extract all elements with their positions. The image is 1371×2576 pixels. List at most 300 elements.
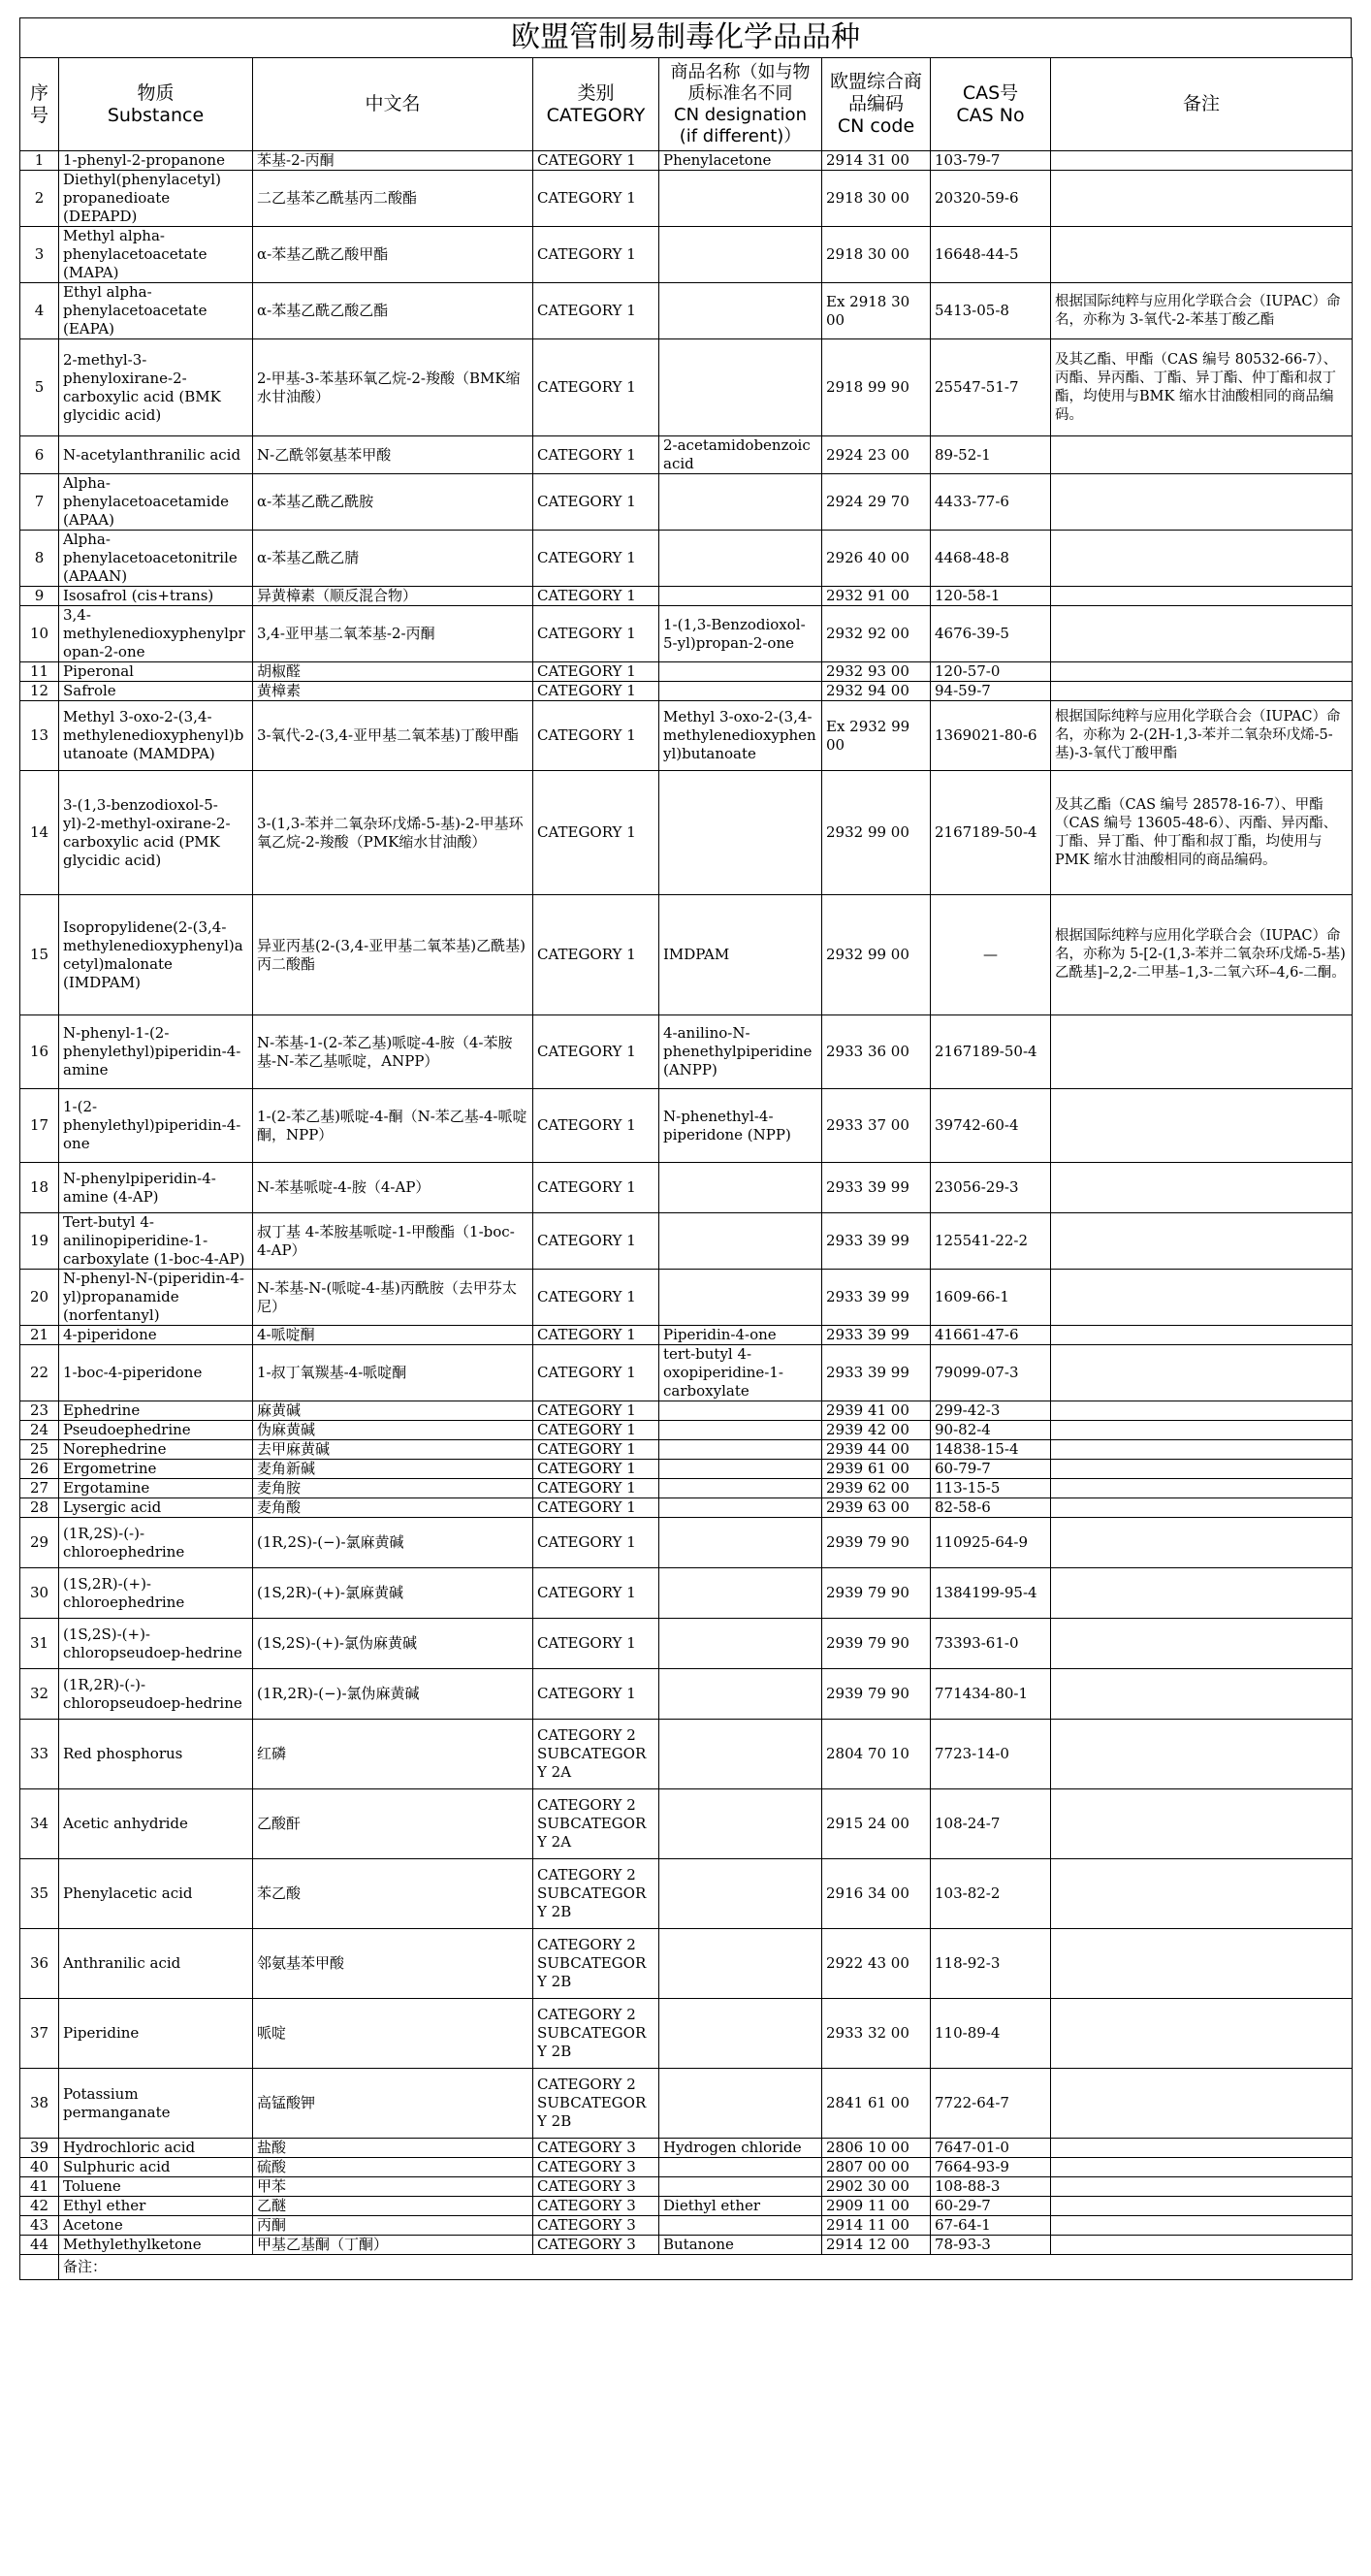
cas-number-cell: 60-29-7 — [931, 2197, 1051, 2216]
chinese-name-cell: 伪麻黄碱 — [253, 1421, 533, 1440]
category-cell: CATEGORY 1 — [533, 1015, 659, 1089]
cas-number-cell: 23056-29-3 — [931, 1163, 1051, 1213]
cn-code-cell: 2807 00 00 — [822, 2158, 931, 2177]
cas-number-cell: 16648-44-5 — [931, 227, 1051, 283]
category-cell: CATEGORY 1 — [533, 171, 659, 227]
row-number: 22 — [20, 1345, 59, 1401]
row-number: 29 — [20, 1518, 59, 1568]
cas-number-cell: — — [931, 895, 1051, 1015]
note-cell: 根据国际纯粹与应用化学联合会（IUPAC）命名，亦称为 5-[2-(1,3-苯并二氧杂环戊烯-5-基)乙酰基]–2,2-二甲基–1,3-二氧六环–4,6-二酮。 — [1051, 895, 1353, 1015]
trade-name-cell — [659, 1213, 822, 1270]
note-cell — [1051, 1460, 1353, 1479]
category-cell: CATEGORY 1 — [533, 1345, 659, 1401]
cn-code-cell: 2933 36 00 — [822, 1015, 931, 1089]
table-row — [20, 171, 1353, 227]
category-cell: CATEGORY 1 — [533, 531, 659, 587]
row-number: 17 — [20, 1089, 59, 1163]
category-cell: CATEGORY 1 — [533, 701, 659, 771]
note-cell — [1051, 1568, 1353, 1619]
row-number: 14 — [20, 771, 59, 895]
chinese-name-cell: 去甲麻黄碱 — [253, 1440, 533, 1460]
category-cell: CATEGORY 2 SUBCATEGORY 2B — [533, 2069, 659, 2139]
cas-number-cell: 1369021-80-6 — [931, 701, 1051, 771]
category-cell: CATEGORY 1 — [533, 227, 659, 283]
table-row — [20, 682, 1353, 701]
substance-cell: Methylethylketone — [59, 2236, 253, 2255]
table-row — [20, 1015, 1353, 1089]
trade-name-cell — [659, 1270, 822, 1326]
note-cell — [1051, 1789, 1353, 1859]
cn-code-cell: 2924 29 70 — [822, 474, 931, 531]
substance-cell: 1-phenyl-2-propanone — [59, 151, 253, 171]
substance-cell: Sulphuric acid — [59, 2158, 253, 2177]
cn-code-cell: 2841 61 00 — [822, 2069, 931, 2139]
category-cell: CATEGORY 1 — [533, 1270, 659, 1326]
trade-name-cell — [659, 2216, 822, 2236]
note-cell — [1051, 436, 1353, 474]
category-cell: CATEGORY 1 — [533, 339, 659, 436]
cn-code-cell: 2909 11 00 — [822, 2197, 931, 2216]
cas-number-cell: 125541-22-2 — [931, 1213, 1051, 1270]
substance-cell: (1S,2S)-(+)-chloropseudoep-hedrine — [59, 1619, 253, 1669]
cn-code-cell: 2932 92 00 — [822, 606, 931, 662]
substance-cell: Lysergic acid — [59, 1498, 253, 1518]
note-cell — [1051, 1859, 1353, 1929]
cn-code-cell: 2926 40 00 — [822, 531, 931, 587]
cn-code-cell: 2939 41 00 — [822, 1401, 931, 1421]
category-cell: CATEGORY 1 — [533, 1518, 659, 1568]
category-cell: CATEGORY 1 — [533, 1421, 659, 1440]
note-cell — [1051, 2139, 1353, 2158]
note-cell — [1051, 1326, 1353, 1345]
header-substance — [59, 58, 253, 151]
substance-cell: Acetone — [59, 2216, 253, 2236]
category-cell: CATEGORY 1 — [533, 1568, 659, 1619]
trade-name-cell — [659, 2158, 822, 2177]
cn-code-cell: 2933 39 99 — [822, 1163, 931, 1213]
row-number: 1 — [20, 151, 59, 171]
footer-remark: 备注： — [59, 2255, 1353, 2280]
category-cell: CATEGORY 2 SUBCATEGORY 2B — [533, 1859, 659, 1929]
note-cell — [1051, 1929, 1353, 1999]
note-cell — [1051, 227, 1353, 283]
row-number: 4 — [20, 283, 59, 339]
trade-name-cell — [659, 1999, 822, 2069]
cn-code-cell: 2918 30 00 — [822, 227, 931, 283]
substance-cell: Norephedrine — [59, 1440, 253, 1460]
substance-cell: Ergotamine — [59, 1479, 253, 1498]
trade-name-cell: N-phenethyl-4-piperidone (NPP) — [659, 1089, 822, 1163]
row-number: 35 — [20, 1859, 59, 1929]
substance-cell: N-phenylpiperidin-4-amine (4-AP) — [59, 1163, 253, 1213]
substance-cell: 3-(1,3-benzodioxol-5-yl)-2-methyl-oxirane-2-carboxylic acid (PMK glycidic acid) — [59, 771, 253, 895]
trade-name-cell — [659, 227, 822, 283]
row-number: 3 — [20, 227, 59, 283]
cn-code-cell: 2939 42 00 — [822, 1421, 931, 1440]
cn-code-cell: 2933 39 99 — [822, 1270, 931, 1326]
substance-cell: Toluene — [59, 2177, 253, 2197]
trade-name-cell: Butanone — [659, 2236, 822, 2255]
trade-name-cell — [659, 1568, 822, 1619]
chinese-name-cell: 丙酮 — [253, 2216, 533, 2236]
note-cell — [1051, 1498, 1353, 1518]
substance-cell: 2-methyl-3-phenyloxirane-2-carboxylic acid (BMK glycidic acid) — [59, 339, 253, 436]
substance-cell: Methyl alpha-phenylacetoacetate (MAPA) — [59, 227, 253, 283]
substance-cell: N-acetylanthranilic acid — [59, 436, 253, 474]
row-number: 41 — [20, 2177, 59, 2197]
row-number: 30 — [20, 1568, 59, 1619]
cn-code-cell: 2939 79 90 — [822, 1619, 931, 1669]
chinese-name-cell: α-苯基乙酰乙腈 — [253, 531, 533, 587]
cn-code-cell: 2914 31 00 — [822, 151, 931, 171]
row-number: 31 — [20, 1619, 59, 1669]
substance-cell: (1R,2R)-(-)-chloropseudoep-hedrine — [59, 1669, 253, 1720]
cas-number-cell: 78-93-3 — [931, 2236, 1051, 2255]
substance-cell: Potassium permanganate — [59, 2069, 253, 2139]
header-chinese-name — [253, 58, 533, 151]
cn-code-cell: 2933 39 99 — [822, 1213, 931, 1270]
cas-number-cell: 4433-77-6 — [931, 474, 1051, 531]
category-cell: CATEGORY 1 — [533, 1619, 659, 1669]
category-cell: CATEGORY 1 — [533, 1498, 659, 1518]
note-cell — [1051, 606, 1353, 662]
row-number: 18 — [20, 1163, 59, 1213]
table-row — [20, 1213, 1353, 1270]
trade-name-cell — [659, 1401, 822, 1421]
row-number: 7 — [20, 474, 59, 531]
note-cell — [1051, 1479, 1353, 1498]
table-row — [20, 1999, 1353, 2069]
table-row — [20, 1498, 1353, 1518]
category-cell: CATEGORY 1 — [533, 1669, 659, 1720]
substance-cell: Anthranilic acid — [59, 1929, 253, 1999]
trade-name-cell — [659, 339, 822, 436]
trade-name-cell — [659, 2177, 822, 2197]
cn-code-cell: 2924 23 00 — [822, 436, 931, 474]
note-cell: 及其乙酯（CAS 编号 28578-16-7）、甲酯（CAS 编号 13605-48-6）、丙酯、异丙酯、丁酯、异丁酯、仲丁酯和叔丁酯，均使用与 PMK 缩水甘油酸相同的商品编码。 — [1051, 771, 1353, 895]
cas-number-cell: 110-89-4 — [931, 1999, 1051, 2069]
substance-cell: Pseudoephedrine — [59, 1421, 253, 1440]
cas-number-cell: 67-64-1 — [931, 2216, 1051, 2236]
trade-name-cell: 1-(1,3-Benzodioxol-5-yl)propan-2-one — [659, 606, 822, 662]
row-number: 32 — [20, 1669, 59, 1720]
cn-code-cell: 2932 94 00 — [822, 682, 931, 701]
category-cell: CATEGORY 2 SUBCATEGORY 2A — [533, 1720, 659, 1789]
header-row — [20, 58, 1353, 151]
cas-number-cell: 41661-47-6 — [931, 1326, 1051, 1345]
cn-code-cell: 2902 30 00 — [822, 2177, 931, 2197]
row-number: 12 — [20, 682, 59, 701]
trade-name-cell: 2-acetamidobenzoic acid — [659, 436, 822, 474]
cn-code-cell: 2922 43 00 — [822, 1929, 931, 1999]
chinese-name-cell: 4-哌啶酮 — [253, 1326, 533, 1345]
table-row — [20, 531, 1353, 587]
note-cell — [1051, 662, 1353, 682]
trade-name-cell — [659, 1929, 822, 1999]
cas-number-cell: 110925-64-9 — [931, 1518, 1051, 1568]
cn-code-cell: 2932 99 00 — [822, 895, 931, 1015]
chinese-name-cell: α-苯基乙酰乙酸甲酯 — [253, 227, 533, 283]
cas-number-cell: 1609-66-1 — [931, 1270, 1051, 1326]
note-cell — [1051, 1163, 1353, 1213]
cas-number-cell: 82-58-6 — [931, 1498, 1051, 1518]
substance-cell: Diethyl(phenylacetyl) propanedioate (DEPAPD) — [59, 171, 253, 227]
chinese-name-cell: 3,4-亚甲基二氧苯基-2-丙酮 — [253, 606, 533, 662]
cn-code-cell: 2939 79 90 — [822, 1518, 931, 1568]
row-number: 27 — [20, 1479, 59, 1498]
category-cell: CATEGORY 3 — [533, 2158, 659, 2177]
trade-name-cell: 4-anilino-N-phenethylpiperidine (ANPP) — [659, 1015, 822, 1089]
header-trade-text: 商品名称（如与物质标准名不同 CN designation (if different)） — [670, 61, 811, 146]
row-number: 2 — [20, 171, 59, 227]
trade-name-cell — [659, 283, 822, 339]
substance-cell: Acetic anhydride — [59, 1789, 253, 1859]
note-cell — [1051, 1619, 1353, 1669]
chinese-name-cell: 2-甲基-3-苯基环氧乙烷-2-羧酸（BMK缩水甘油酸） — [253, 339, 533, 436]
chinese-name-cell: 黄樟素 — [253, 682, 533, 701]
trade-name-cell — [659, 474, 822, 531]
category-cell: CATEGORY 1 — [533, 1163, 659, 1213]
chinese-name-cell: 3-氧代-2-(3,4-亚甲基二氧苯基)丁酸甲酯 — [253, 701, 533, 771]
chinese-name-cell: 苯乙酸 — [253, 1859, 533, 1929]
substance-cell: Ergometrine — [59, 1460, 253, 1479]
chinese-name-cell: N-乙酰邻氨基苯甲酸 — [253, 436, 533, 474]
header-trade-name — [659, 58, 822, 151]
cas-number-cell: 7722-64-7 — [931, 2069, 1051, 2139]
row-number: 43 — [20, 2216, 59, 2236]
table-row — [20, 2158, 1353, 2177]
row-number: 42 — [20, 2197, 59, 2216]
header-no — [20, 58, 59, 151]
table-row — [20, 1163, 1353, 1213]
note-cell — [1051, 2236, 1353, 2255]
row-number: 20 — [20, 1270, 59, 1326]
note-cell — [1051, 531, 1353, 587]
category-cell: CATEGORY 1 — [533, 1213, 659, 1270]
row-number: 38 — [20, 2069, 59, 2139]
cas-number-cell: 4676-39-5 — [931, 606, 1051, 662]
cas-number-cell: 113-15-5 — [931, 1479, 1051, 1498]
chinese-name-cell: 麦角酸 — [253, 1498, 533, 1518]
row-number: 28 — [20, 1498, 59, 1518]
note-cell: 及其乙酯、甲酯（CAS 编号 80532-66-7）、丙酯、异丙酯、丁酯、异丁酯、仲丁酯和叔丁酯，均使用与BMK 缩水甘油酸相同的商品编码。 — [1051, 339, 1353, 436]
chinese-name-cell: 甲苯 — [253, 2177, 533, 2197]
row-number: 23 — [20, 1401, 59, 1421]
cas-number-cell: 25547-51-7 — [931, 339, 1051, 436]
trade-name-cell: Methyl 3-oxo-2-(3,4-methylenedioxyphenyl)butanoate — [659, 701, 822, 771]
note-cell — [1051, 1089, 1353, 1163]
category-cell: CATEGORY 1 — [533, 1326, 659, 1345]
cn-code-cell: 2918 99 90 — [822, 339, 931, 436]
cas-number-cell: 39742-60-4 — [931, 1089, 1051, 1163]
substance-cell: 3,4-methylenedioxyphenylpropan-2-one — [59, 606, 253, 662]
trade-name-cell: Piperidin-4-one — [659, 1326, 822, 1345]
trade-name-cell — [659, 1669, 822, 1720]
chinese-name-cell: 麻黄碱 — [253, 1401, 533, 1421]
category-cell: CATEGORY 1 — [533, 283, 659, 339]
note-cell — [1051, 151, 1353, 171]
note-cell — [1051, 2197, 1353, 2216]
category-cell: CATEGORY 2 SUBCATEGORY 2A — [533, 1789, 659, 1859]
row-number: 44 — [20, 2236, 59, 2255]
trade-name-cell — [659, 587, 822, 606]
substance-cell: Phenylacetic acid — [59, 1859, 253, 1929]
cas-number-cell: 118-92-3 — [931, 1929, 1051, 1999]
chinese-name-cell: 异亚丙基(2-(3,4-亚甲基二氧苯基)乙酰基)丙二酸酯 — [253, 895, 533, 1015]
cas-number-cell: 7664-93-9 — [931, 2158, 1051, 2177]
row-number: 37 — [20, 1999, 59, 2069]
cn-code-cell: 2933 39 99 — [822, 1345, 931, 1401]
cas-number-cell: 108-24-7 — [931, 1789, 1051, 1859]
note-cell — [1051, 1669, 1353, 1720]
note-cell — [1051, 1421, 1353, 1440]
trade-name-cell — [659, 1619, 822, 1669]
substance-cell: Ethyl ether — [59, 2197, 253, 2216]
row-number: 25 — [20, 1440, 59, 1460]
header-chinese-text: 中文名 — [365, 93, 421, 114]
row-number: 8 — [20, 531, 59, 587]
chinese-name-cell: 盐酸 — [253, 2139, 533, 2158]
category-cell: CATEGORY 2 SUBCATEGORY 2B — [533, 1929, 659, 1999]
table-row — [20, 606, 1353, 662]
cn-code-cell: 2939 79 90 — [822, 1669, 931, 1720]
table-row — [20, 151, 1353, 171]
category-cell: CATEGORY 1 — [533, 436, 659, 474]
row-number: 13 — [20, 701, 59, 771]
category-cell: CATEGORY 1 — [533, 682, 659, 701]
table-row — [20, 701, 1353, 771]
table-row — [20, 227, 1353, 283]
category-cell: CATEGORY 1 — [533, 1460, 659, 1479]
note-cell — [1051, 682, 1353, 701]
substance-cell: 1-boc-4-piperidone — [59, 1345, 253, 1401]
row-number: 21 — [20, 1326, 59, 1345]
footer-row — [20, 2255, 1353, 2280]
chinese-name-cell: 异黄樟素（顺反混合物） — [253, 587, 533, 606]
cas-number-cell: 94-59-7 — [931, 682, 1051, 701]
row-number: 26 — [20, 1460, 59, 1479]
trade-name-cell — [659, 171, 822, 227]
category-cell: CATEGORY 1 — [533, 606, 659, 662]
chinese-name-cell: 二乙基苯乙酰基丙二酸酯 — [253, 171, 533, 227]
note-cell — [1051, 1440, 1353, 1460]
trade-name-cell: IMDPAM — [659, 895, 822, 1015]
cas-number-cell: 103-79-7 — [931, 151, 1051, 171]
substance-cell: Red phosphorus — [59, 1720, 253, 1789]
header-cas-no — [931, 58, 1051, 151]
chinese-name-cell: 高锰酸钾 — [253, 2069, 533, 2139]
chinese-name-cell: (1S,2S)-(+)-氯伪麻黄碱 — [253, 1619, 533, 1669]
category-cell: CATEGORY 3 — [533, 2177, 659, 2197]
cn-code-cell: 2918 30 00 — [822, 171, 931, 227]
row-number: 16 — [20, 1015, 59, 1089]
cn-code-cell: 2933 32 00 — [822, 1999, 931, 2069]
cn-code-cell: 2914 11 00 — [822, 2216, 931, 2236]
row-number: 33 — [20, 1720, 59, 1789]
trade-name-cell — [659, 1518, 822, 1568]
table-row — [20, 1345, 1353, 1401]
row-number: 24 — [20, 1421, 59, 1440]
substance-cell: Hydrochloric acid — [59, 2139, 253, 2158]
table-row — [20, 1859, 1353, 1929]
note-cell — [1051, 474, 1353, 531]
note-cell — [1051, 2158, 1353, 2177]
note-cell — [1051, 1345, 1353, 1401]
table-row — [20, 1089, 1353, 1163]
row-number: 11 — [20, 662, 59, 682]
cas-number-cell: 14838-15-4 — [931, 1440, 1051, 1460]
cas-number-cell: 771434-80-1 — [931, 1669, 1051, 1720]
header-cn-text: 欧盟综合商品编码 CN code — [829, 71, 922, 137]
table-row — [20, 283, 1353, 339]
cas-number-cell: 5413-05-8 — [931, 283, 1051, 339]
cn-code-cell: Ex 2918 30 00 — [822, 283, 931, 339]
cas-number-cell: 2167189-50-4 — [931, 771, 1051, 895]
cn-code-cell: 2806 10 00 — [822, 2139, 931, 2158]
cas-number-cell: 108-88-3 — [931, 2177, 1051, 2197]
footer-empty-cell — [20, 2255, 59, 2280]
note-cell: 根据国际纯粹与应用化学联合会（IUPAC）命名，亦称为 3-氧代-2-苯基丁酸乙酯 — [1051, 283, 1353, 339]
trade-name-cell — [659, 662, 822, 682]
cas-number-cell: 7647-01-0 — [931, 2139, 1051, 2158]
cn-code-cell: 2939 79 90 — [822, 1568, 931, 1619]
table-row — [20, 1270, 1353, 1326]
cas-number-cell: 2167189-50-4 — [931, 1015, 1051, 1089]
chinese-name-cell: 叔丁基 4-苯胺基哌啶-1-甲酸酯（1-boc-4-AP） — [253, 1213, 533, 1270]
trade-name-cell: Hydrogen chloride — [659, 2139, 822, 2158]
cas-number-cell: 7723-14-0 — [931, 1720, 1051, 1789]
note-cell — [1051, 1518, 1353, 1568]
cn-code-cell: 2939 63 00 — [822, 1498, 931, 1518]
substance-cell: 4-piperidone — [59, 1326, 253, 1345]
substance-cell: N-phenyl-N-(piperidin-4-yl)propanamide (norfentanyl) — [59, 1270, 253, 1326]
table-body — [20, 151, 1353, 2255]
row-number: 6 — [20, 436, 59, 474]
table-row — [20, 587, 1353, 606]
table-row — [20, 2197, 1353, 2216]
table-row — [20, 1460, 1353, 1479]
substance-cell: Alpha-phenylacetoacetonitrile (APAAN) — [59, 531, 253, 587]
chinese-name-cell: 红磷 — [253, 1720, 533, 1789]
trade-name-cell — [659, 1479, 822, 1498]
trade-name-cell — [659, 682, 822, 701]
category-cell: CATEGORY 3 — [533, 2236, 659, 2255]
chinese-name-cell: (1S,2R)-(+)-氯麻黄碱 — [253, 1568, 533, 1619]
table-row — [20, 1479, 1353, 1498]
cas-number-cell: 299-42-3 — [931, 1401, 1051, 1421]
cn-code-cell: 2939 62 00 — [822, 1479, 931, 1498]
category-cell: CATEGORY 1 — [533, 1401, 659, 1421]
substance-cell: Isosafrol (cis+trans) — [59, 587, 253, 606]
substance-cell: (1R,2S)-(-)-chloroephedrine — [59, 1518, 253, 1568]
trade-name-cell — [659, 771, 822, 895]
trade-name-cell — [659, 2069, 822, 2139]
chinese-name-cell: 1-叔丁氧羰基-4-哌啶酮 — [253, 1345, 533, 1401]
substance-cell: Piperidine — [59, 1999, 253, 2069]
table-row — [20, 771, 1353, 895]
chinese-name-cell: 乙醚 — [253, 2197, 533, 2216]
header-no-text: 序号 — [29, 81, 48, 126]
note-cell — [1051, 1213, 1353, 1270]
category-cell: CATEGORY 3 — [533, 2139, 659, 2158]
category-cell: CATEGORY 2 SUBCATEGORY 2B — [533, 1999, 659, 2069]
note-cell — [1051, 2177, 1353, 2197]
substance-cell: 1-(2-phenylethyl)piperidin-4-one — [59, 1089, 253, 1163]
row-number: 10 — [20, 606, 59, 662]
header-category-text: 类别 CATEGORY — [546, 81, 646, 126]
cas-number-cell: 79099-07-3 — [931, 1345, 1051, 1401]
substance-cell: Safrole — [59, 682, 253, 701]
